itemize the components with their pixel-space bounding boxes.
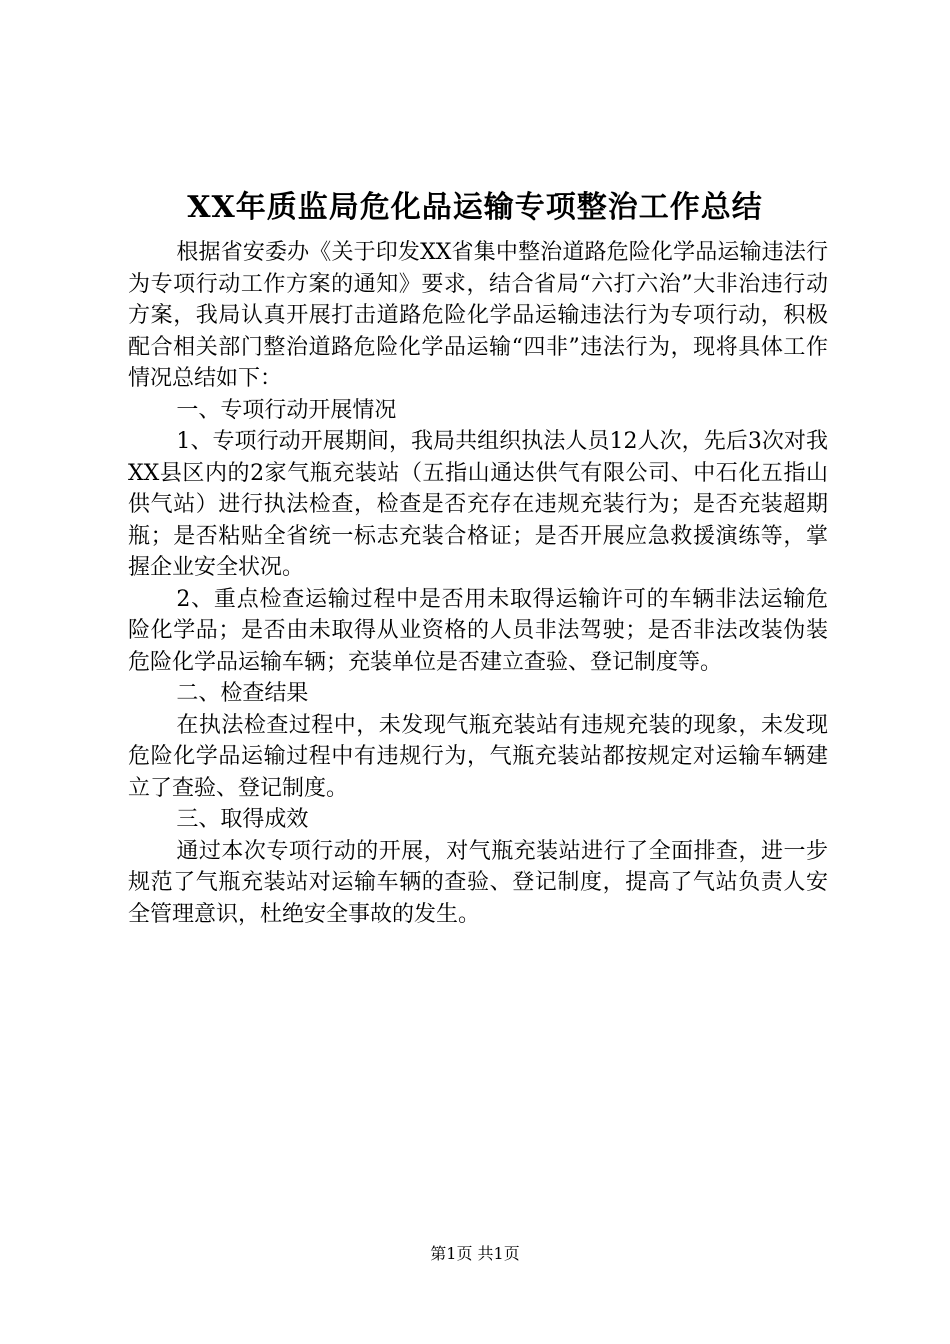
document-title: XX年质监局危化品运输专项整治工作总结 xyxy=(187,190,763,225)
section-1-paragraph-2: 2、重点检查运输过程中是否用未取得运输许可的车辆非法运输危险化学品；是否由未取得从业资格的人员非法驾驶；是否非法改装伪装危险化学品运输车辆；充装单位是否建立查验、登记制度等。 xyxy=(128,586,828,675)
section-2-paragraph: 在执法检查过程中，未发现气瓶充装站有违规充装的现象，未发现危险化学品运输过程中有违规行为，气瓶充装站都按规定对运输车辆建立了查验、登记制度。 xyxy=(128,712,828,801)
intro-paragraph: 根据省安委办《关于印发XX省集中整治道路危险化学品运输违法行为专项行动工作方案的通知》要求，结合省局“六打六治”大非治违行动方案，我局认真开展打击道路危险化学品运输违法行为专项行动，积极配合相关部门整治道路危险化学品运输“四非”违法行为，现将具体工作情况总结如下： xyxy=(128,240,828,391)
section-3-paragraph: 通过本次专项行动的开展，对气瓶充装站进行了全面排查，进一步规范了气瓶充装站对运输车辆的查验、登记制度，提高了气站负责人安全管理意识，杜绝安全事故的发生。 xyxy=(128,838,828,927)
section-heading-1: 一、专项行动开展情况 xyxy=(176,397,397,423)
section-1-paragraph-1: 1、专项行动开展期间，我局共组织执法人员12人次，先后3次对我XX县区内的2家气瓶充装站（五指山通达供气有限公司、中石化五指山供气站）进行执法检查，检查是否充存在违规充装行为；是否充装超期瓶；是否粘贴全省统一标志充装合格证；是否开展应急救援演练等，掌握企业安全状况。 xyxy=(128,429,828,580)
section-heading-2: 二、检查结果 xyxy=(176,681,309,706)
section-heading-3: 三、取得成效 xyxy=(176,807,309,832)
page-footer: 第1页 共1页 xyxy=(430,1244,520,1263)
document-body xyxy=(128,237,828,930)
